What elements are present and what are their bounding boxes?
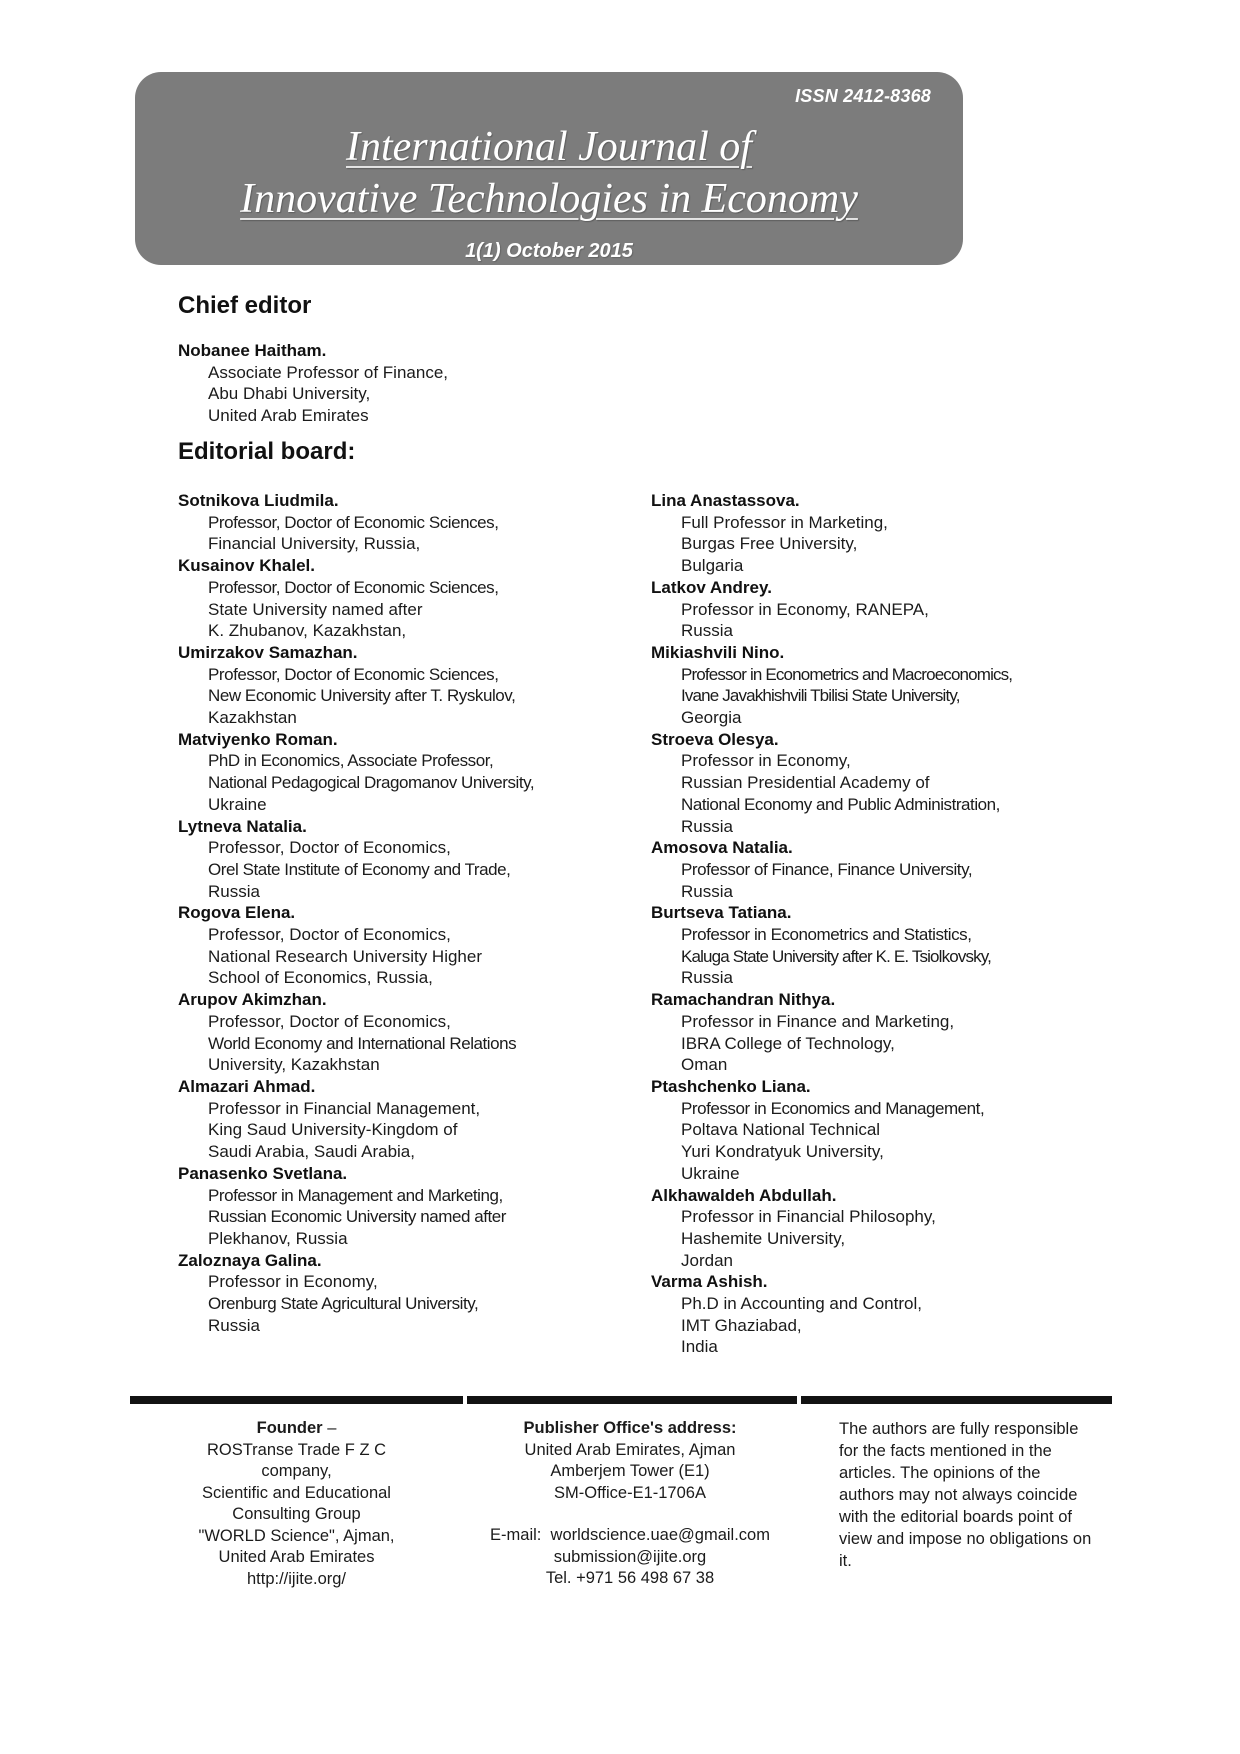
founder-line: company, (261, 1462, 332, 1480)
publisher-address-line: United Arab Emirates, Ajman (524, 1440, 736, 1459)
board-member-detail: King Saud University-Kingdom of (208, 1120, 458, 1140)
board-member-name: Alkhawaldeh Abdullah. (651, 1185, 837, 1205)
board-member-detail: Professor in Economy, RANEPA, (681, 599, 929, 619)
board-entry (651, 989, 1130, 1076)
board-member-name: Lytneva Natalia. (178, 816, 307, 836)
board-member-name: Mikiashvili Nino. (651, 642, 785, 662)
board-member-detail: Ukraine (208, 794, 267, 814)
disclaimer-column (797, 1418, 1112, 1590)
board-column-right (651, 490, 1130, 1358)
board-member-detail: IMT Ghaziabad, (681, 1315, 802, 1335)
board-member-name: Ramachandran Nithya. (651, 990, 836, 1010)
board-member-name: Panasenko Svetlana. (178, 1163, 348, 1183)
board-member-name: Almazari Ahmad. (178, 1076, 316, 1096)
board-member-details (178, 750, 651, 815)
board-member-detail: Professor, Doctor of Economic Sciences, (208, 512, 499, 532)
board-member-detail: Full Professor in Marketing, (681, 512, 888, 532)
board-member-name: Sotnikova Liudmila. (178, 491, 339, 510)
board-member-details (178, 512, 651, 555)
publisher-address-line: SM-Office-E1-1706A (554, 1483, 706, 1502)
board-member-detail: K. Zhubanov, Kazakhstan, (208, 621, 407, 641)
board-member-details (651, 664, 1130, 729)
board-entry (178, 902, 651, 989)
contact-phone: Tel. +971 56 498 67 38 (545, 1569, 715, 1587)
board-member-detail: India (681, 1337, 718, 1357)
board-member-detail: Russia (681, 816, 733, 836)
board-member-detail: Russian Economic University named after (208, 1207, 507, 1227)
board-member-detail: School of Economics, Russia, (208, 968, 433, 988)
board-member-detail: National Research University Higher (208, 946, 483, 966)
board-member-details (651, 924, 1130, 989)
board-member-detail: National Pedagogical Dragomanov University, (208, 773, 535, 793)
journal-title-line2: Innovative Technologies in Economy (240, 176, 858, 222)
divider-segment (467, 1396, 797, 1404)
board-member-details (651, 1098, 1130, 1185)
board-member-detail: Professor, Doctor of Economics, (208, 838, 451, 858)
board-member-details (178, 1271, 651, 1336)
board-member-details (651, 599, 1130, 642)
board-member-detail: Russia (208, 881, 260, 901)
board-member-detail: Professor in Econometrics and Statistics, (681, 925, 972, 945)
board-member-detail: Ivane Javakhishvili Tbilisi State University, (681, 686, 960, 706)
board-member-detail: University, Kazakhstan (208, 1055, 380, 1075)
board-member-detail: Jordan (681, 1250, 733, 1270)
board-entry (178, 555, 651, 642)
board-entry (178, 816, 651, 903)
board-member-detail: Professor in Financial Philosophy, (681, 1207, 936, 1227)
board-member-details (178, 1185, 651, 1250)
chief-editor-name: Nobanee Haitham. (178, 341, 327, 360)
board-member-detail: National Economy and Public Administration, (681, 794, 1000, 814)
board-member-detail: Bulgaria (681, 556, 744, 576)
journal-title-line1: International Journal of (346, 124, 752, 170)
board-member-name: Ptashchenko Liana. (651, 1076, 811, 1096)
footer-columns (130, 1404, 1112, 1590)
board-entry (178, 1250, 651, 1337)
board-member-detail: Russia (208, 1315, 260, 1335)
board-entry (178, 642, 651, 729)
board-member-details (651, 750, 1130, 837)
board-member-detail: Professor in Economy, (208, 1272, 378, 1292)
disclaimer-text: The authors are fully responsible for the facts mentioned in the articles. The opinions of the authors may not always coincide with the editorial boards point of view and impose no obligations on it. (839, 1420, 1092, 1570)
board-member-detail: Hashemite University, (681, 1228, 846, 1248)
chief-editor-heading: Chief editor (178, 292, 312, 319)
board-member-detail: Financial University, Russia, (208, 534, 421, 554)
board-member-detail: PhD in Economics, Associate Professor, (208, 751, 494, 771)
board-member-detail: Russia (681, 621, 733, 641)
board-member-detail: Saudi Arabia, Saudi Arabia, (208, 1142, 415, 1162)
board-member-detail: Professor in Economy, (681, 751, 851, 771)
board-entry (651, 490, 1130, 577)
board-member-detail: New Economic University after T. Ryskulov, (208, 686, 516, 706)
board-entry (651, 837, 1130, 902)
board-member-detail: Ukraine (681, 1163, 740, 1183)
board-member-details (178, 924, 651, 989)
chief-editor-section (178, 292, 448, 427)
board-entry (651, 729, 1130, 838)
board-member-detail: Russia (681, 881, 733, 901)
board-member-details (178, 1098, 651, 1163)
divider-segment (130, 1396, 463, 1404)
journal-title (135, 121, 963, 225)
board-member-details (651, 1293, 1130, 1358)
journal-header-banner (135, 72, 963, 265)
board-member-name: Zaloznaya Galina. (178, 1250, 322, 1270)
chief-editor-detail: Abu Dhabi University, (208, 384, 371, 404)
board-member-detail: Orenburg State Agricultural University, (208, 1294, 479, 1314)
board-entry (651, 577, 1130, 642)
board-member-detail: Poltava National Technical (681, 1120, 881, 1140)
editorial-board-heading: Editorial board: (178, 438, 356, 465)
board-member-detail: Kaluga State University after K. E. Tsiolkovsky, (681, 946, 992, 966)
board-entry (178, 1163, 651, 1250)
board-entry (178, 989, 651, 1076)
board-entry (178, 490, 651, 555)
board-member-details (651, 1206, 1130, 1271)
board-entry (651, 642, 1130, 729)
board-member-detail: Ph.D in Accounting and Control, (681, 1294, 922, 1314)
board-member-detail: Russia (681, 968, 733, 988)
board-member-detail: State University named after (208, 599, 423, 619)
board-member-detail: Russian Presidential Academy of (681, 773, 930, 793)
publisher-address-lines (463, 1440, 797, 1505)
publisher-address-line: Amberjem Tower (E1) (550, 1462, 710, 1480)
board-member-name: Stroeva Olesya. (651, 729, 779, 749)
contact-email[interactable]: E-mail: worldscience.uae@gmail.com (490, 1526, 770, 1544)
founder-lines (148, 1440, 445, 1591)
chief-editor-entry (178, 340, 448, 427)
board-member-details (651, 859, 1130, 902)
board-member-detail: Professor of Finance, Finance University, (681, 859, 973, 879)
board-member-name: Matviyenko Roman. (178, 729, 338, 749)
board-entry (178, 1076, 651, 1163)
issn-label: ISSN 2412-8368 (795, 86, 931, 106)
board-member-detail: Yuri Kondratyuk University, (681, 1142, 884, 1162)
publisher-column (463, 1418, 797, 1590)
board-member-detail: Professor, Doctor of Economic Sciences, (208, 577, 499, 597)
board-member-name: Burtseva Tatiana. (651, 903, 792, 923)
board-member-detail: Kazakhstan (208, 708, 297, 728)
board-member-details (178, 1011, 651, 1076)
board-entry (651, 1185, 1130, 1272)
board-member-details (651, 512, 1130, 577)
board-member-name: Varma Ashish. (651, 1272, 768, 1292)
contact-email[interactable]: submission@ijite.org (553, 1547, 707, 1566)
board-member-name: Arupov Akimzhan. (178, 990, 327, 1010)
board-member-detail: Orel State Institute of Economy and Trade, (208, 859, 511, 879)
publisher-contact-lines (463, 1525, 797, 1590)
board-member-details (178, 577, 651, 642)
board-member-detail: Plekhanov, Russia (208, 1228, 348, 1248)
founder-dash: – (322, 1419, 337, 1437)
editorial-board-columns (178, 490, 1130, 1358)
board-member-details (178, 837, 651, 902)
board-member-detail: Professor in Economics and Management, (681, 1098, 985, 1118)
board-entry (651, 902, 1130, 989)
board-entry (651, 1271, 1130, 1358)
founder-line: ROSTranse Trade F Z C (206, 1440, 387, 1459)
board-column-left (178, 490, 651, 1358)
founder-column (130, 1418, 463, 1590)
issue-label: 1(1) October 2015 (465, 240, 633, 262)
founder-label: Founder (256, 1419, 323, 1437)
founder-line: United Arab Emirates (218, 1548, 375, 1566)
board-member-name: Umirzakov Samazhan. (178, 642, 358, 662)
board-member-detail: Professor, Doctor of Economics, (208, 1011, 451, 1031)
board-member-detail: Georgia (681, 708, 742, 728)
editorial-board-section (178, 438, 1130, 1358)
board-member-detail: World Economy and International Relations (208, 1033, 517, 1053)
board-entry (178, 729, 651, 816)
chief-editor-details (178, 362, 448, 427)
board-member-name: Amosova Natalia. (651, 838, 793, 858)
board-member-name: Latkov Andrey. (651, 577, 772, 597)
publisher-heading: Publisher Office's address: (523, 1419, 737, 1437)
divider-segment (801, 1396, 1112, 1404)
board-member-detail: IBRA College of Technology, (681, 1033, 895, 1053)
board-entry (651, 1076, 1130, 1185)
board-member-detail: Professor in Financial Management, (208, 1098, 481, 1118)
board-member-details (651, 1011, 1130, 1076)
board-member-detail: Burgas Free University, (681, 534, 858, 554)
board-member-detail: Professor in Management and Marketing, (208, 1185, 503, 1205)
board-member-name: Kusainov Khalel. (178, 556, 315, 576)
board-member-detail: Professor, Doctor of Economic Sciences, (208, 664, 499, 684)
board-member-detail: Oman (681, 1055, 728, 1075)
board-member-name: Rogova Elena. (178, 903, 296, 923)
board-member-detail: Professor in Finance and Marketing, (681, 1011, 955, 1031)
footer-section (130, 1396, 1112, 1590)
board-member-detail: Professor in Econometrics and Macroeconomics, (681, 664, 1013, 684)
founder-line: Consulting Group (232, 1505, 361, 1523)
founder-heading-line (148, 1418, 445, 1440)
board-member-details (178, 664, 651, 729)
footer-divider-rule (130, 1396, 1112, 1404)
founder-line: Scientific and Educational (202, 1483, 391, 1502)
founder-website-link[interactable]: http://ijite.org/ (246, 1569, 347, 1588)
board-member-detail: Professor, Doctor of Economics, (208, 925, 451, 945)
chief-editor-detail: United Arab Emirates (208, 406, 369, 426)
board-member-name: Lina Anastassova. (651, 491, 800, 510)
chief-editor-detail: Associate Professor of Finance, (208, 362, 449, 382)
founder-line: "WORLD Science", Ajman, (198, 1526, 395, 1545)
